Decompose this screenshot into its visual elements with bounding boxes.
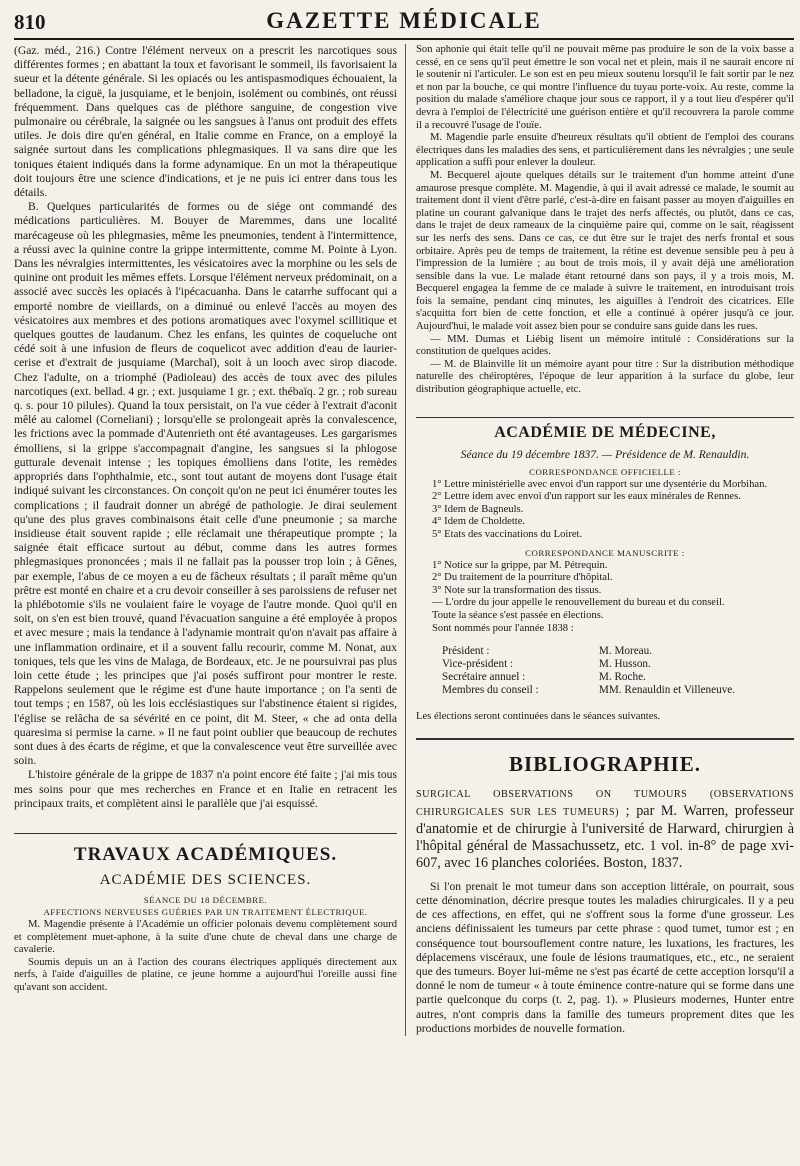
table-row bbox=[442, 658, 794, 671]
officer-role: Président : bbox=[442, 645, 490, 658]
academie-sciences-heading: ACADÉMIE DES SCIENCES. bbox=[99, 871, 312, 888]
seance-heading: SÉANCE DU 18 DÉCEMBRE. bbox=[143, 894, 268, 905]
officer-role: Membres du conseil : bbox=[442, 684, 539, 697]
article-heading: AFFECTIONS NERVEUSES GUÉRIES PAR UN TRAITEMENT ÉLECTRIQUE. bbox=[43, 906, 368, 917]
elections-note: Les élections seront continuées dans le séances suivantes. bbox=[416, 711, 661, 723]
officer-name: M. Roche. bbox=[598, 671, 646, 684]
officer-name: M. Moreau. bbox=[598, 645, 653, 658]
paragraph: — MM. Dumas et Liébig lisent un mémoire intitulé : Considérations sur la constitution de quelques acides. bbox=[416, 333, 794, 358]
table-row bbox=[442, 684, 794, 697]
book-reference bbox=[416, 785, 794, 872]
table-row bbox=[442, 671, 794, 684]
paragraph: M. Magendie présente à l'Académie un officier polonais devenu complètement sourd et complètement muet-aphone, à la suite d'une chute de cheval dans une charge de cavalerie. bbox=[14, 918, 397, 956]
officer-role: Secrétaire annuel : bbox=[442, 671, 526, 684]
list-item: Sont nommés pour l'année 1838 : bbox=[432, 622, 574, 634]
paragraph: B. Quelques particularités de formes ou de siége ont commandé des médications particulières. M. Bouyer de Maremmes, dans une localité marécageuse où les phlegmasies, même les pneumonies, tendent à l'intermittence, a réussi avec la quinine contre la grippe intermittente, comme M. Pointe à Lyon. Dans les névralgies intermittentes, les vésicatoires avec la morphine ou les sels de quinine ont produit les mêmes effets. Lorsque l'élément nerveux prédominait, on a associé avec succès les opiacés à l'ipécacuanha. Dans le catarrhe suffocant qui a emporté nombre de vieillards, on a diminué ou enlevé l'accès au moyen des vésicatoires aux membres et des potions aromatiques avec l'oxymel scillitique et quelques gouttes de laudanum. Chez les enfans, les quintes de coqueluche ont cédé soit à une infusion de fleurs de coquelicot avec addition d'eau de laurier-cerise et d'extrait de jusquiame (Marchal), soit à un looch avec sirop diacode. Chez l'adulte, on a triomphé (Padioleau) des accès de toux avec des pilules narcotiques (ext. bellad. 4 gr. ; ext. jusquiame 1 gr. ; ext. thébaïq. 2 gr. ; rob sureau q. s. pour 10 pilules). Quand la toux persistait, on l'a vue céder à l'extrait d'aconit mêlé au calomel (Corneliani) ; lorsqu'elle se prolongeait après la convalescence, les frictions avec la pommade d'Autenrieth ont été avantageuses. Les gargarismes émolliens, si la grippe s'accompagnait d'angine, les sangsues si la phlogose gutturale devenait intense ; les topiques émolliens dans l'otite, les remèdes appropriés dans l'ophthalmie, etc., sont tout autant de moyens dont l'usage était indiqué suivant les circonstances. On conçoit qu'on ne peut ici énumérer toutes les complications ; il faudrait donner un abrégé de pathologie. Je dirai seulement qu'une des plus graves combinaisons était celle d'une pneumonie ; sa marche insidieuse était souvent rapide ; elle réclamait une thérapeutique prompte ; la saignée était efficace surtout au début, comme dans les autres formes phlegmasiques prononcées ; mais il ne fallait pas la pousser trop loin ; à Gênes, par exemple, l'abus de ce moyen a eu de fâcheux résultats ; il paraît même qu'un prêtre est monté en chaire et a cru devoir conseiller à ses paroissiens de refuser net la phlébotomie s'ils ne voulaient faire le voyage de l'autre monde. Quoi qu'il en soit, on s'en est bien trouvé, quand l'évacuation sanguine a été employée à propos et avec mesure ; mais la tendance à l'adynamie montrait qu'on n'avait pas affaire à une inflammation ordinaire, et il a souvent fallu recourir, comme M. Nonat, aux toniques, tels que les vins de Malaga, de Bordeaux, etc. Je ne poursuivrai pas plus loin cette étude ; les principes que j'ai posés suffiront pour montrer le reste. Rappelons seulement que le régime est d'une haute importance ; on l'a senti de tout temps ; en 1587, où les lois ecclésiastiques sur l'abstinence étaient si rigides, l'église se relâcha de sa sévérité en ce point, dit M. Steer, « che ad onta della quaresima si permise la carne. » Il ne faut point oublier que beaucoup de rechutes sont dues à des écarts de régime, et que la convalescence veut être surveillée avec soin. bbox=[14, 200, 397, 768]
list-item: 1° Notice sur la grippe, par M. Pétrequin. bbox=[432, 559, 608, 571]
page-header bbox=[14, 8, 794, 40]
list-item: 3° Note sur la transformation des tissus. bbox=[432, 584, 602, 596]
bibliographie-heading: BIBLIOGRAPHIE. bbox=[416, 738, 794, 777]
book-title: SURGICAL OBSERVATIONS ON TUMOURS (OBSERVATIONS CHIRURGICALES SUR LES TUMEURS) bbox=[416, 788, 794, 818]
seance-line: Séance du 19 décembre 1837. — Présidence de M. Renauldin. bbox=[460, 447, 750, 461]
list-item: 1° Lettre ministérielle avec envoi d'un rapport sur une dysentérie du Morbihan. bbox=[432, 478, 768, 490]
list-item: 2° Du traitement de la pourriture d'hôpital. bbox=[432, 572, 613, 584]
manuscrite-list bbox=[416, 560, 794, 636]
list-item: 4° Idem de Choldette. bbox=[432, 516, 526, 528]
left-column bbox=[14, 44, 406, 1036]
paragraph: Soumis depuis un an à l'action des courans électriques appliqués directement aux nerfs, à l'aide d'aiguilles de platine, ce jeune homme a aujourd'hui l'oreille aussi fine qu'avant son accident. bbox=[14, 956, 397, 993]
paragraph: — M. de Blainville lit un mémoire ayant pour titre : Sur la distribution méthodique naturelle des chéiroptères, l'époque de leur apparition à la surface du globe, leur distribution géographique actuelle, etc. bbox=[416, 358, 794, 396]
right-column bbox=[406, 44, 794, 1036]
correspondance-officielle-heading: CORRESPONDANCE OFFICIELLE : bbox=[529, 466, 681, 477]
paragraph: (Gaz. méd., 216.) Contre l'élément nerveux on a prescrit les narcotiques sous différentes formes ; en abattant la toux et favorisant le sommeil, ils favorisaient la sueur et la détente générale. Si les opiacés ou les antispasmodiques échouaient, la belladone, la ciguë, la jusquiame, et le benjoin, isolément ou combinés, ont réussi fréquemment. Dans quelques cas de pléthore sanguine, de congestion vive pulmonaire ou cérébrale, la saignée ou les sangsues à l'anus ont produit des effets utiles. Je dois dire qu'en général, en Italie comme en France, on a employé la saignée surtout dans les complications phlegmasiques. Il va sans dire que les toniques étaient indiqués dans la forme adynamique. En un mot la thérapeutique doit toujours être une science d'indications, et je ne puis ici entrer dans tous les détails. bbox=[14, 44, 397, 200]
table-row bbox=[442, 645, 794, 658]
list-item: 2° Lettre idem avec envoi d'un rapport sur les eaux minérales de Rennes. bbox=[432, 491, 741, 503]
officielle-list bbox=[416, 479, 794, 542]
paragraph: M. Becquerel ajoute quelques détails sur le traitement d'un homme atteint d'une amaurose presque complète. M. Magendie, à qui il avait adressé ce malade, le soumit au traitement dont il vient d'être parlé, c'est-à-dire en faisant passer au moyen d'aiguilles en platine un courant galvanique dans le trajet des nerfs affectés, ou plutôt, dans ce cas, dans le trajet de deux rameaux de la cinquième paire qui, comme on le sait, réagissent sur les nerfs des sens. Dans ce cas, ce dut être sur le trajet des nerfs frontal et sous orbitaire. Après peu de temps de traitement, la rétine est devenue sensible peu à peu à l'impression de la lumière ; au bout de trois mois, il y avait déjà une amélioration sensible dans la vue. Le malade étant retourné dans son pays, il y a trois mois, M. Becquerel engagea la femme de ce malade à suivre le traitement, en introduisant trois fois la semaine, pendant cinq minutes, les aiguilles à l'endroit des cicatrices. Elle s'acquitta fort bien de cette fonction, et elle a continué à opérer jusqu'à ce jour. Aujourd'hui, le malade voit assez bien pour se conduire sans guide dans les rues. bbox=[416, 169, 794, 333]
page-number: 810 bbox=[14, 10, 46, 34]
list-item: 5° Etats des vaccinations du Loiret. bbox=[432, 529, 583, 540]
officer-role: Vice-président : bbox=[442, 658, 514, 671]
paragraph: M. Magendie parle ensuite d'heureux résultats qu'il obtient de l'emploi des courans électriques dans les maladies des sens, et particulièrement dans les névralgies ; une seule application a suffi pour enlever la douleur. bbox=[416, 132, 794, 169]
list-item: Toute la séance s'est passée en élections. bbox=[432, 609, 604, 621]
paragraph: Son aphonie qui était telle qu'il ne pouvait même pas produire le son de la voix basse a cessé, en ce sens qu'il peut émettre le son vocal net et plein, mais il ne saurait encore ni le soutenir ni l'articuler. Le son est en peu mieux soutenu lorsqu'il le fait sortir par le nez et non par la bouche, ce qui montre l'influence du tuyau porte-voix. Au reste, comme la position du malade s'améliore chaque jour sous ce rapport, il y a tout lieu d'espérer qu'il devra à l'emploi de l'électricité une guérison entière et qu'il recouvrera la parole comme il a recouvré l'usage de l'ouïe. bbox=[416, 44, 794, 131]
officer-name: MM. Renauldin et Villeneuve. bbox=[598, 684, 736, 697]
correspondance-manuscrite-heading: CORRESPONDANCE MANUSCRITE : bbox=[525, 547, 685, 558]
travaux-academiques-heading: TRAVAUX ACADÉMIQUES. bbox=[14, 833, 397, 866]
paragraph: Si l'on prenait le mot tumeur dans son acception littérale, on pourrait, sous cette dénomination, décrire presque toutes les maladies chirurgicales. Il y a peu de ces affections, en effet, qui ne s'offrent sous la forme d'une grosseur. Les anciens définissaient les tumeurs par cette phrase : quod tumet, tumor est ; en conséquence tout boursouflement contre nature, les luxations, les fractures, les déplacemens viscéraux, une foule de lésions traumatiques, etc., etc., ne seraient que des tumeurs. Boyer lui-même ne s'est pas écarté de cette acception lorsqu'il a donné le nom de tumeur « à toute éminence contre-nature qui se forme dans une partie quelconque du corps (t. 2, pag. 1). » Plusieurs modernes, Hunter entre autres, n'ont compris dans la famille des tumeurs proprement dites que les productions morbides de nouvelle formation. bbox=[416, 879, 794, 1035]
publication-title: GAZETTE MÉDICALE bbox=[266, 8, 542, 33]
list-item: — L'ordre du jour appelle le renouvellement du bureau et du conseil. bbox=[432, 597, 725, 609]
officers-table bbox=[442, 645, 794, 697]
officer-name: M. Husson. bbox=[598, 658, 651, 671]
columns bbox=[14, 44, 794, 1036]
paragraph: L'histoire générale de la grippe de 1837 n'a point encore été faite ; j'ai mis tous mes soins pour que mes recherches en France et en Italie en retracent les principaux traits, et complètent ainsi le parallèle que j'ai esquissé. bbox=[14, 768, 397, 810]
list-item: 3° Idem de Bagneuls. bbox=[432, 503, 524, 515]
academie-medecine-heading: ACADÉMIE DE MÉDECINE, bbox=[416, 417, 794, 442]
book-details: ; par M. Warren, professeur d'anatomie et de chirurgie à l'université de Harward, chirurgien à l'hôpital général de Massachussetz, etc. 1 vol. in-8° de page xvi-607, avec 16 planches coloriées. Boston, 1837. bbox=[416, 802, 794, 871]
